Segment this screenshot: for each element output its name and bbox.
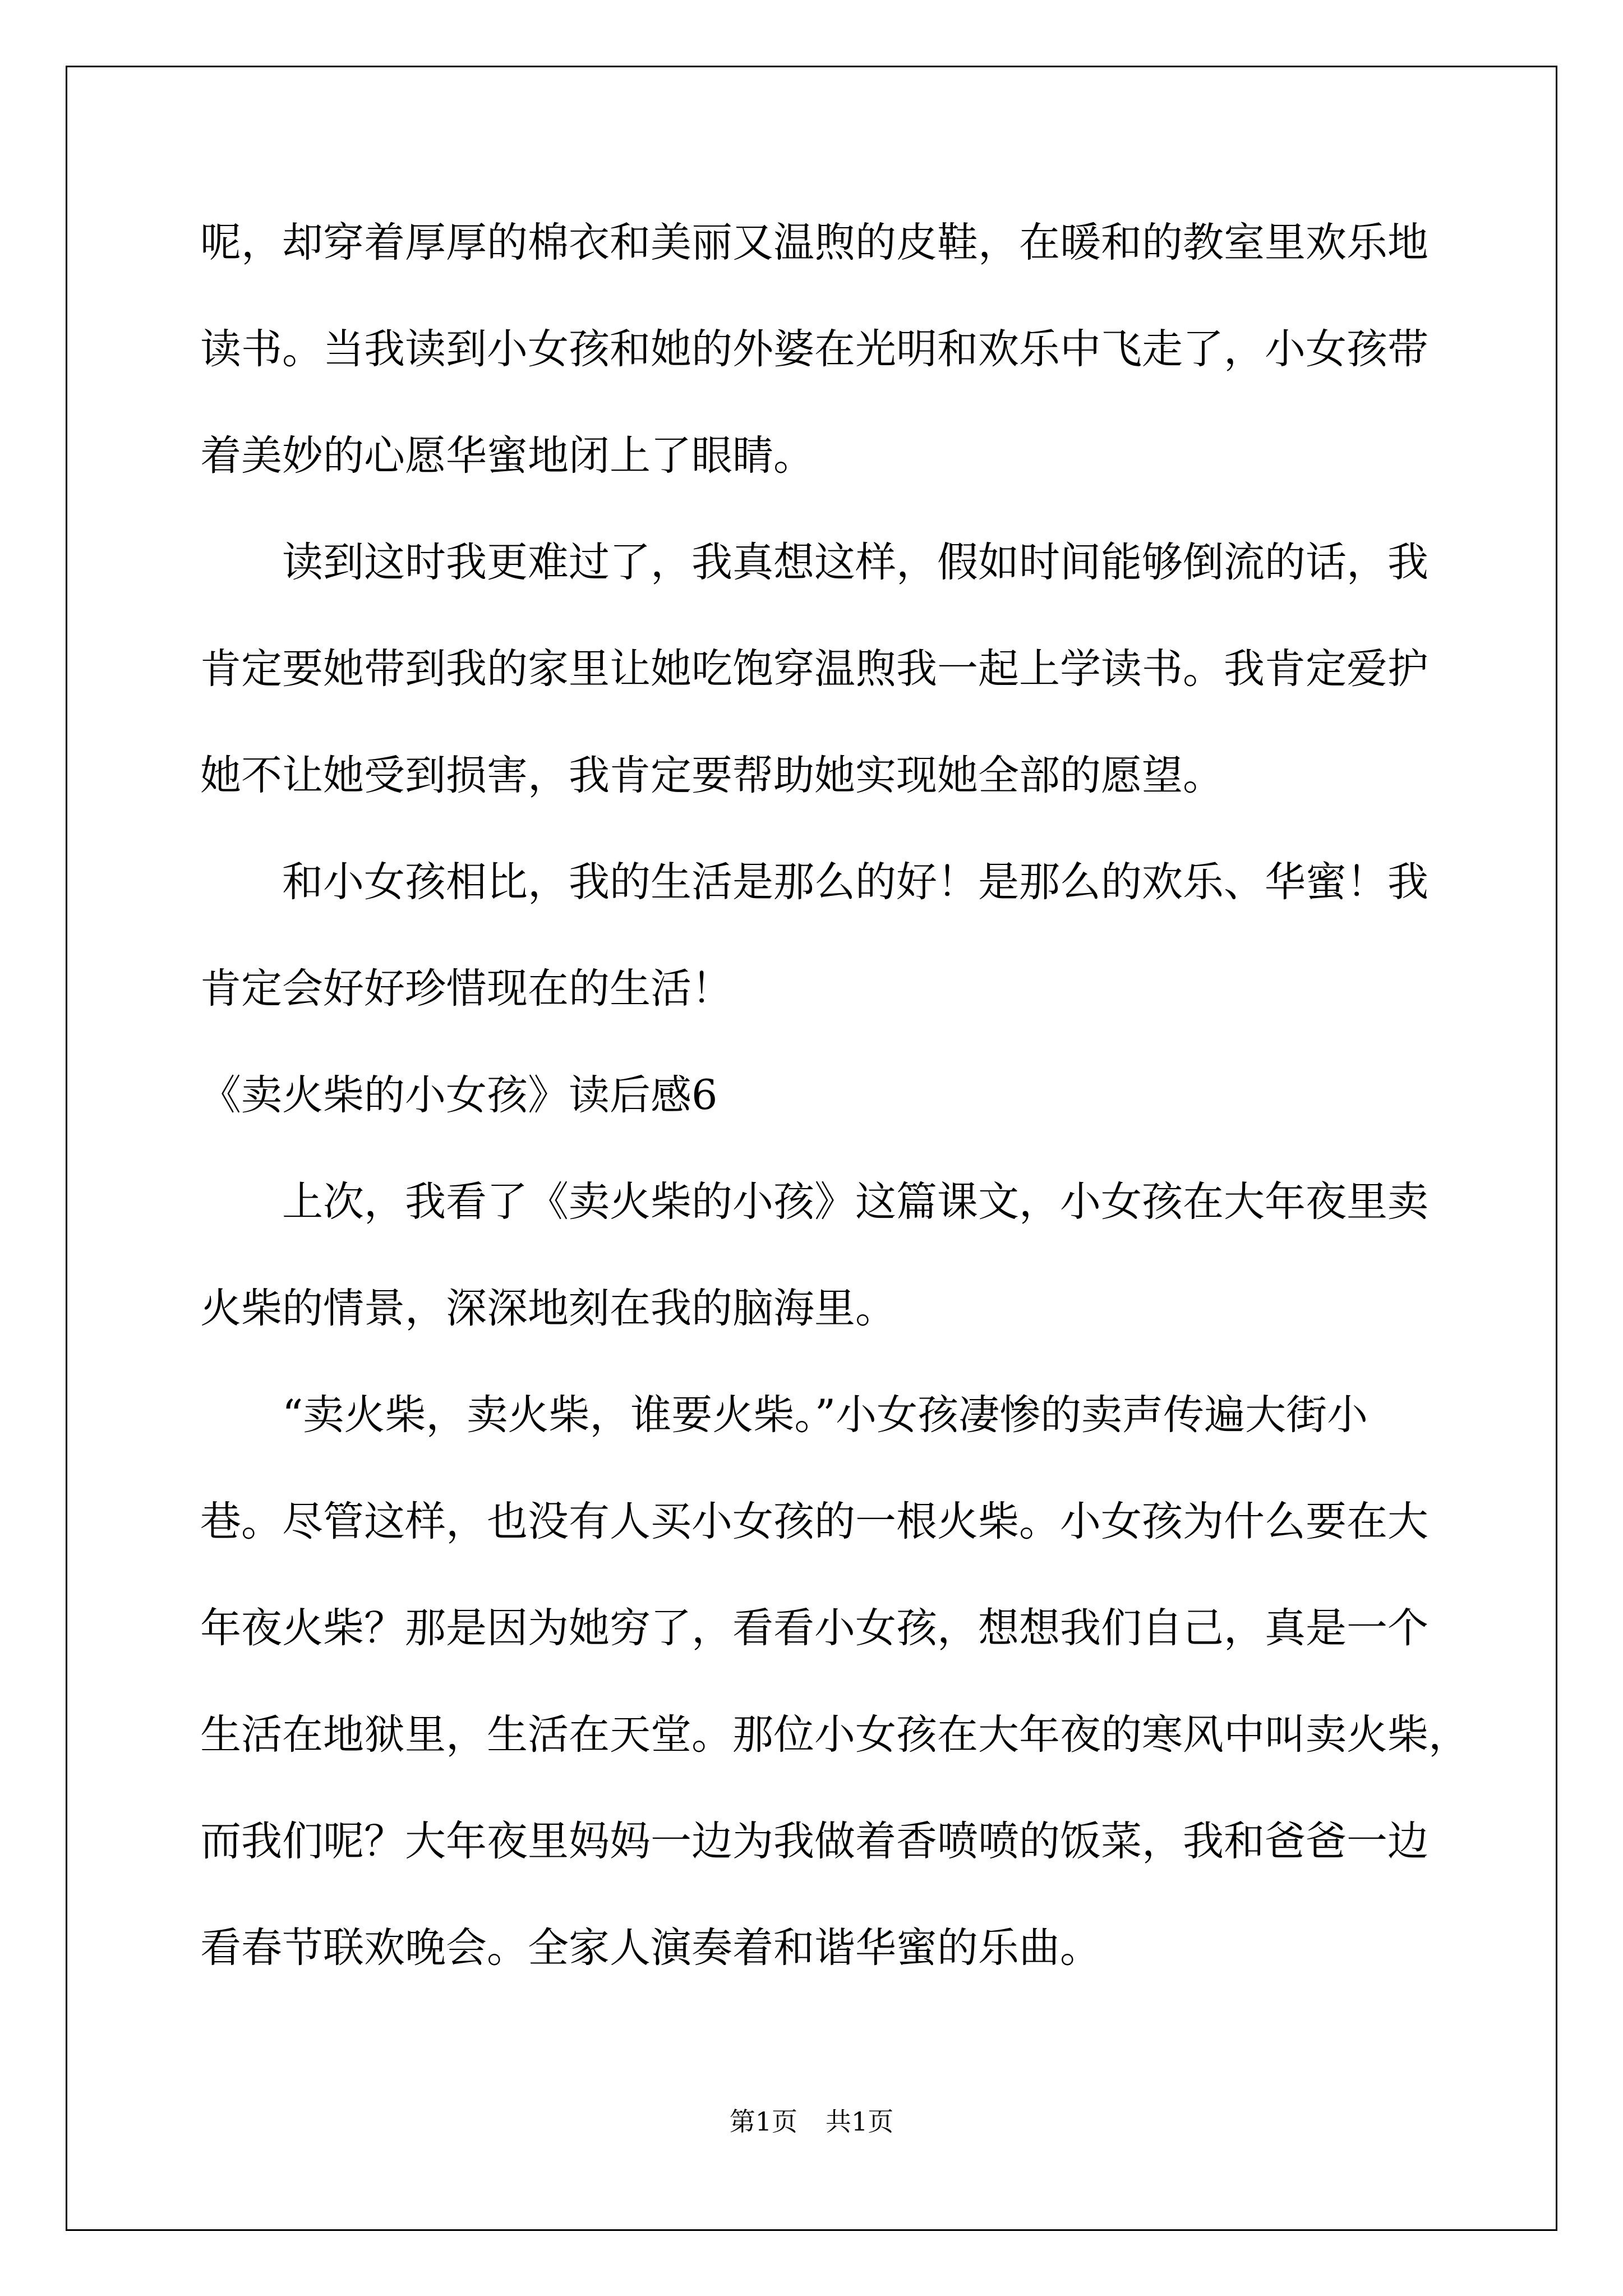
- text-line-14: 年夜火柴？那是因为她穷了，看看小女孩，想想我们自己，真是一个: [200, 1604, 1428, 1652]
- text-line-11: 火柴的情景，深深地刻在我的脑海里。: [200, 1285, 896, 1332]
- text-line-5: 肯定要她带到我的家里让她吃饱穿温煦我一起上学读书。我肯定爱护: [200, 645, 1428, 693]
- text-line-3: 着美妙的心愿华蜜地闭上了眼睛。: [200, 432, 814, 480]
- document-body: [200, 216, 1469, 2028]
- text-line-10: 上次，我看了《卖火柴的小孩》这篇课文，小女孩在大年夜里卖: [282, 1178, 1428, 1226]
- text-line-2: 读书。当我读到小女孩和她的外婆在光明和欢乐中飞走了，小女孩带: [200, 325, 1428, 373]
- text-line-4: 读到这时我更难过了，我真想这样，假如时间能够倒流的话，我: [282, 539, 1428, 586]
- page-total: 共1页: [826, 2106, 894, 2137]
- text-line-7: 和小女孩相比，我的生活是那么的好！是那么的欢乐、华蜜！我: [282, 858, 1428, 906]
- text-line-17: 看春节联欢晚会。全家人演奏着和谐华蜜的乐曲。: [200, 1924, 1101, 1972]
- text-line-12: “卖火柴，卖火柴，谁要火柴。”小女孩凄惨的卖声传遍大街小: [282, 1391, 1368, 1439]
- text-line-15: 生活在地狱里，生活在天堂。那位小女孩在大年夜的寒风中叫卖火柴，: [200, 1711, 1469, 1759]
- section-heading: 《卖火柴的小女孩》读后感6: [200, 1071, 718, 1119]
- text-line-1: 呢，却穿着厚厚的棉衣和美丽又温煦的皮鞋，在暖和的教室里欢乐地: [200, 219, 1428, 266]
- text-line-16: 而我们呢？大年夜里妈妈一边为我做着香喷喷的饭菜，我和爸爸一边: [200, 1818, 1428, 1865]
- text-line-8: 肯定会好好珍惜现在的生活！: [200, 965, 732, 1013]
- page-number: 第1页: [729, 2106, 797, 2137]
- page-footer: [0, 2105, 1623, 2138]
- text-line-13: 巷。尽管这样，也没有人买小女孩的一根火柴。小女孩为什么要在大: [200, 1498, 1428, 1545]
- text-line-6: 她不让她受到损害，我肯定要帮助她实现她全部的愿望。: [200, 752, 1224, 799]
